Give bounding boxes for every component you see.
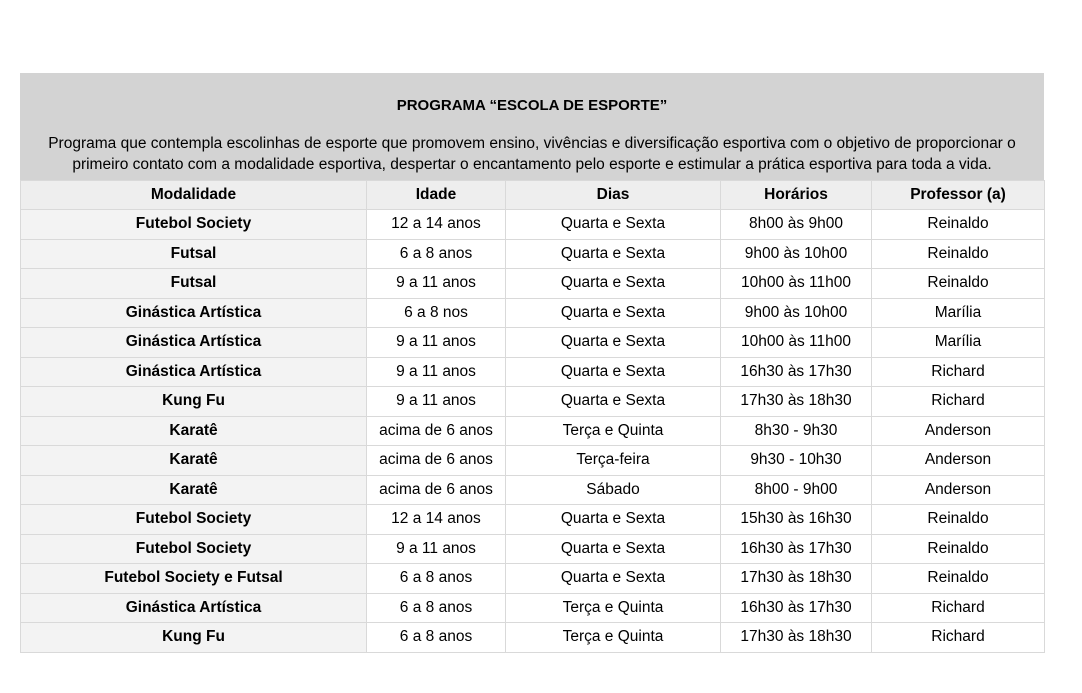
cell-professor: Reinaldo — [872, 534, 1045, 564]
cell-professor: Richard — [872, 387, 1045, 417]
cell-modalidade: Futebol Society e Futsal — [21, 564, 367, 594]
cell-idade: 6 a 8 anos — [367, 564, 506, 594]
table-row — [21, 210, 1045, 240]
cell-modalidade: Karatê — [21, 475, 367, 505]
cell-modalidade: Ginástica Artística — [21, 593, 367, 623]
cell-modalidade: Futebol Society — [21, 210, 367, 240]
description-line-1: Programa que contempla escolinhas de esporte que promovem ensino, vivências e diversificação esportiva com o objetivo de proporcionar o — [48, 135, 1016, 152]
cell-professor: Reinaldo — [872, 564, 1045, 594]
table-row — [21, 623, 1045, 653]
cell-idade: 6 a 8 anos — [367, 593, 506, 623]
cell-modalidade: Futsal — [21, 269, 367, 299]
cell-idade: 9 a 11 anos — [367, 534, 506, 564]
column-header-idade: Idade — [367, 181, 506, 210]
cell-modalidade: Ginástica Artística — [21, 328, 367, 358]
cell-idade: 9 a 11 anos — [367, 357, 506, 387]
cell-idade: acima de 6 anos — [367, 446, 506, 476]
column-header-modalidade: Modalidade — [21, 181, 367, 210]
cell-horarios: 16h30 às 17h30 — [721, 593, 872, 623]
description-line-2: primeiro contato com a modalidade esportiva, despertar o encantamento pelo esporte e estimular a prática esportiva para toda a vida. — [72, 156, 992, 173]
cell-professor: Reinaldo — [872, 505, 1045, 535]
cell-professor: Richard — [872, 623, 1045, 653]
table-row — [21, 328, 1045, 358]
cell-idade: 12 a 14 anos — [367, 505, 506, 535]
cell-professor: Reinaldo — [872, 239, 1045, 269]
table-row — [21, 564, 1045, 594]
table-row — [21, 357, 1045, 387]
cell-idade: 6 a 8 nos — [367, 298, 506, 328]
cell-horarios: 15h30 às 16h30 — [721, 505, 872, 535]
cell-dias: Terça e Quinta — [506, 593, 721, 623]
cell-modalidade: Futsal — [21, 239, 367, 269]
cell-idade: 6 a 8 anos — [367, 239, 506, 269]
cell-professor: Anderson — [872, 416, 1045, 446]
cell-horarios: 8h30 - 9h30 — [721, 416, 872, 446]
cell-modalidade: Futebol Society — [21, 505, 367, 535]
cell-professor: Reinaldo — [872, 210, 1045, 240]
cell-dias: Quarta e Sexta — [506, 328, 721, 358]
cell-dias: Quarta e Sexta — [506, 269, 721, 299]
cell-modalidade: Futebol Society — [21, 534, 367, 564]
cell-dias: Terça e Quinta — [506, 416, 721, 446]
header-block — [20, 73, 1044, 180]
cell-idade: acima de 6 anos — [367, 416, 506, 446]
table-row — [21, 387, 1045, 417]
cell-horarios: 9h30 - 10h30 — [721, 446, 872, 476]
cell-dias: Quarta e Sexta — [506, 564, 721, 594]
cell-modalidade: Ginástica Artística — [21, 298, 367, 328]
schedule-sheet — [20, 73, 1044, 653]
cell-dias: Terça-feira — [506, 446, 721, 476]
cell-dias: Terça e Quinta — [506, 623, 721, 653]
table-header-row — [21, 181, 1045, 210]
cell-professor: Reinaldo — [872, 269, 1045, 299]
cell-horarios: 9h00 às 10h00 — [721, 298, 872, 328]
cell-horarios: 17h30 às 18h30 — [721, 387, 872, 417]
cell-professor: Richard — [872, 593, 1045, 623]
cell-idade: 9 a 11 anos — [367, 328, 506, 358]
cell-professor: Anderson — [872, 446, 1045, 476]
schedule-table — [20, 180, 1045, 653]
table-row — [21, 416, 1045, 446]
cell-professor: Marília — [872, 328, 1045, 358]
table-row — [21, 446, 1045, 476]
cell-horarios: 16h30 às 17h30 — [721, 534, 872, 564]
table-body — [21, 210, 1045, 653]
cell-professor: Richard — [872, 357, 1045, 387]
column-header-professor: Professor (a) — [872, 181, 1045, 210]
table-row — [21, 534, 1045, 564]
cell-horarios: 17h30 às 18h30 — [721, 623, 872, 653]
cell-horarios: 9h00 às 10h00 — [721, 239, 872, 269]
cell-idade: 9 a 11 anos — [367, 269, 506, 299]
program-description — [20, 133, 1044, 175]
column-header-dias: Dias — [506, 181, 721, 210]
cell-modalidade: Ginástica Artística — [21, 357, 367, 387]
cell-professor: Anderson — [872, 475, 1045, 505]
cell-idade: 6 a 8 anos — [367, 623, 506, 653]
cell-dias: Quarta e Sexta — [506, 298, 721, 328]
cell-modalidade: Karatê — [21, 416, 367, 446]
table-row — [21, 475, 1045, 505]
column-header-horarios: Horários — [721, 181, 872, 210]
cell-idade: 12 a 14 anos — [367, 210, 506, 240]
cell-professor: Marília — [872, 298, 1045, 328]
cell-horarios: 17h30 às 18h30 — [721, 564, 872, 594]
cell-dias: Quarta e Sexta — [506, 505, 721, 535]
cell-dias: Quarta e Sexta — [506, 210, 721, 240]
cell-dias: Quarta e Sexta — [506, 534, 721, 564]
cell-dias: Sábado — [506, 475, 721, 505]
cell-horarios: 10h00 às 11h00 — [721, 328, 872, 358]
cell-dias: Quarta e Sexta — [506, 387, 721, 417]
cell-modalidade: Karatê — [21, 446, 367, 476]
table-row — [21, 505, 1045, 535]
cell-idade: 9 a 11 anos — [367, 387, 506, 417]
cell-dias: Quarta e Sexta — [506, 357, 721, 387]
cell-horarios: 10h00 às 11h00 — [721, 269, 872, 299]
table-row — [21, 269, 1045, 299]
cell-horarios: 8h00 às 9h00 — [721, 210, 872, 240]
cell-modalidade: Kung Fu — [21, 623, 367, 653]
table-row — [21, 239, 1045, 269]
cell-horarios: 8h00 - 9h00 — [721, 475, 872, 505]
cell-dias: Quarta e Sexta — [506, 239, 721, 269]
page-title: PROGRAMA “ESCOLA DE ESPORTE” — [396, 97, 668, 114]
cell-modalidade: Kung Fu — [21, 387, 367, 417]
cell-idade: acima de 6 anos — [367, 475, 506, 505]
cell-horarios: 16h30 às 17h30 — [721, 357, 872, 387]
table-row — [21, 298, 1045, 328]
table-row — [21, 593, 1045, 623]
